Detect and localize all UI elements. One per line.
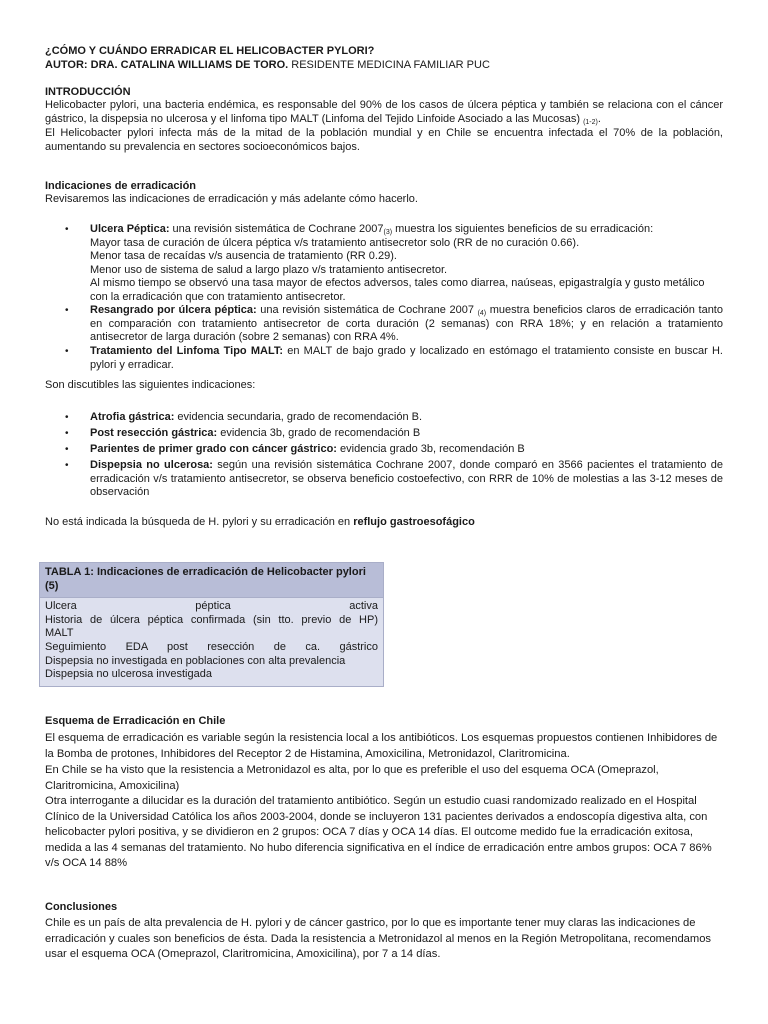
indications-intro: Revisaremos las indicaciones de erradicación y más adelante cómo hacerlo. — [45, 193, 418, 205]
table-title: TABLA 1: Indicaciones de erradicación de Helicobacter pylori (5) — [40, 563, 383, 598]
table-row: Dispepsia no investigada en poblaciones con alta prevalencia — [45, 654, 346, 667]
item-post-reseccion: Post resección gástrica: evidencia 3b, grado de recomendación B — [90, 427, 421, 439]
author-label: AUTOR: DRA. CATALINA WILLIAMS DE TORO. — [45, 59, 289, 71]
item-dispepsia-no-ulcerosa: Dispepsia no ulcerosa: según una revisión sistemática Cochrane 2007, donde comparó en 3566 pacientes el tratamiento de erradicación v/s tratamiento antisecretor, se observa beneficio costoefectivo, con RRR de 10% de molestias a las 3-12 meses de observación — [90, 459, 723, 499]
item-malt: Tratamiento del Linfoma Tipo MALT: en MALT de bajo grado y localizado en estómago el tratamiento consiste en buscar H. pylori y erradicar. — [90, 345, 723, 371]
reflujo-label: reflujo gastroesofágico — [353, 516, 475, 528]
indications-heading: Indicaciones de erradicación — [45, 180, 197, 192]
author-line — [45, 59, 723, 73]
table-row: Seguimiento EDA post resección de ca. gástrico — [45, 640, 378, 653]
resangrado-label: Resangrado por úlcera péptica: — [90, 304, 257, 316]
table-row: Dispepsia no ulcerosa investigada — [45, 668, 212, 681]
document-title: ¿CÓMO Y CUÁNDO ERRADICAR EL HELICOBACTER PYLORI? — [45, 45, 375, 57]
bullet-parientes: • — [65, 444, 69, 455]
resangrado-ref: (4) — [477, 310, 487, 317]
debatable-intro: Son discutibles las siguientes indicaciones: — [45, 379, 256, 391]
table-row: MALT — [45, 627, 74, 640]
bullet-malt: • — [65, 346, 69, 357]
malt-label: Tratamiento del Linfoma Tipo MALT: — [90, 345, 284, 357]
table-row: Historia de úlcera péptica confirmada (sin tto. previo de HP) — [45, 613, 378, 626]
intro-heading: INTRODUCCIÓN — [45, 86, 131, 98]
conclusions-heading: Conclusiones — [45, 901, 118, 913]
intro-ref: (1-2) — [583, 118, 598, 126]
bullet-atrofia: • — [65, 412, 69, 423]
ulcera-ref: (3) — [383, 229, 393, 236]
bullet-ulcera: • — [65, 224, 69, 235]
ulcera-label: Ulcera Péptica: — [90, 223, 170, 235]
item-parientes: Parientes de primer grado con cáncer gástrico: evidencia grado 3b, recomendación B — [90, 443, 525, 455]
not-indicated-line: No está indicada la búsqueda de H. pylori y su erradicación en reflujo gastroesofágico — [45, 516, 475, 528]
bullet-post-reseccion: • — [65, 428, 69, 439]
author-role: RESIDENTE MEDICINA FAMILIAR PUC — [288, 59, 490, 71]
intro-paragraph-1: Helicobacter pylori, una bacteria endémica, es responsable del 90% de los casos de úlcera péptica y también se relaciona con el cáncer gástrico, la dispepsia no ulcerosa y el linfoma tipo MALT (Linfoma del Tejido Linfoide Asociado a las Mucosas) $_{(1-2)}$. — [45, 99, 723, 126]
bullet-dispepsia: • — [65, 460, 69, 471]
ulcera-line-3: Menor uso de sistema de salud a largo plazo v/s tratamiento antisecretor. — [90, 264, 448, 276]
ulcera-line-4: Al mismo tiempo se observó una tasa mayor de efectos adversos, tales como diarrea, naúseas, epigastralgía y gusto metálico con la erradicación que con tratamiento antisecretor. — [90, 277, 705, 303]
item-ulcera-peptica: Ulcera Péptica: una revisión sistemática de Cochrane $2007_{(3)}$ muestra los siguientes beneficios de su erradicación: — [90, 223, 654, 236]
scheme-paragraph-3: Otra interrogante a dilucidar es la duración del tratamiento antibiótico. Según un estudio cuasi randomizado realizado en el Hospital Clínico de la Universidad Católica los años 2003-2004, donde se incluyeron 131 pacientes derivados a endoscopía digestiva alta, con helicobacter pylori positiva, y se dividieron en 2 grupos: OCA 7 días y OCA 14 días. El outcome medido fue la erradicación exitosa, medida a las 4 semanas del tratamiento. No hubo diferencia significativa en el índice de erradicación entre ambos grupos: OCA 7 86% v/s OCA 14 88% — [45, 795, 712, 869]
intro-paragraph-2: El Helicobacter pylori infecta más de la mitad de la población mundial y en Chile se encuentra infectada el 70% de la población, aumentando su prevalencia en sectores socioeconómicos bajos. — [45, 127, 723, 153]
ulcera-line-2: Menor tasa de recaídas v/s ausencia de tratamiento (RR 0.29). — [90, 250, 397, 262]
table-row: Ulcera péptica activa — [45, 600, 378, 613]
scheme-paragraph-1: El esquema de erradicación es variable según la resistencia local a los antibióticos. Los esquemas propuestos contienen Inhibidores de la Bomba de protones, Inhibidores del Receptor 2 de Histamina, Amoxicilina, Metronidazol, Claritromicina. — [45, 732, 718, 760]
ulcera-line-1: Mayor tasa de curación de úlcera péptica v/s tratamiento antisecretor solo (RR de no curación 0.66). — [90, 237, 580, 249]
table-body — [40, 598, 383, 686]
item-atrofia-gastrica: Atrofia gástrica: evidencia secundaria, grado de recomendación B. — [90, 411, 423, 423]
scheme-paragraph-2: En Chile se ha visto que la resistencia a Metronidazol es alta, por lo que es preferible el uso del esquema OCA (Omeprazol, Claritromicina, Amoxicilina) — [45, 764, 659, 792]
scheme-heading: Esquema de Erradicación en Chile — [45, 715, 226, 727]
indications-table — [39, 562, 384, 687]
item-resangrado: Resangrado por úlcera péptica: una revisión sistemática de Cochrane 2007 $_{(4)}$ muestra beneficios claros de erradicación tanto en comparación con tratamiento antisecretor de corta duración (2 semanas) con RRA 18%; y en relación a tratamiento antisecretor de larga duración (sobre 2 semanas) con RRA 4%. — [90, 304, 723, 344]
bullet-resangrado: • — [65, 305, 69, 316]
conclusions-paragraph: Chile es un país de alta prevalencia de H. pylori y de cáncer gastrico, por lo que es importante tener muy claras las indicaciones de erradicación y cuales son beneficios de ésta. Dada la resistencia a Metronidazol al menos en la Región Metropolitana, recomendamos usar el esquema OCA (Omeprazol, Claritromicina, Amoxicilina), por 7 a 14 días. — [45, 917, 712, 960]
